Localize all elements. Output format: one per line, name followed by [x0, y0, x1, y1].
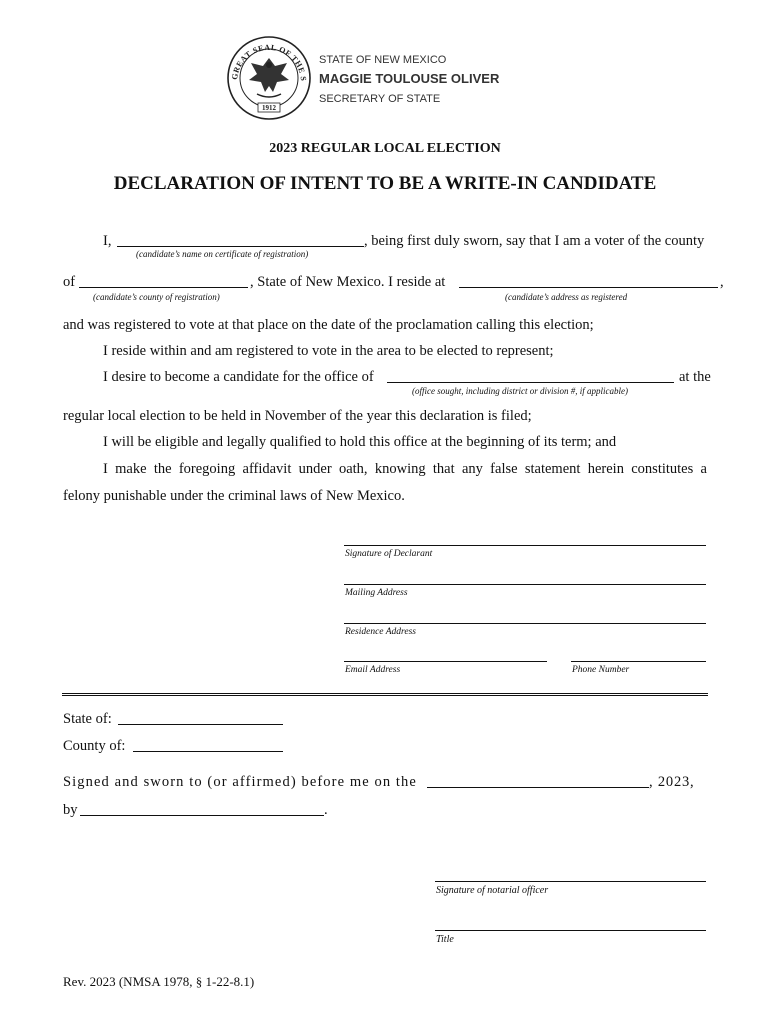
- state-seal: [227, 36, 311, 120]
- p6: regular local election to be held in November of the year this declaration is filed;: [63, 408, 532, 424]
- header-line-2: MAGGIE TOULOUSE OLIVER: [319, 71, 500, 86]
- county-line[interactable]: [79, 287, 248, 288]
- p2-mid: , State of New Mexico. I reside at: [250, 274, 446, 290]
- p3: and was registered to vote at that place on the date of the proclamation calling this election;: [63, 317, 594, 333]
- phone-line[interactable]: [571, 661, 706, 662]
- p8-line1: I make the foregoing affidavit under oath, knowing that any false statement herein constitutes a: [103, 461, 707, 477]
- header-line-3: SECRETARY OF STATE: [319, 93, 441, 105]
- state-line[interactable]: [118, 724, 283, 725]
- candidate-name-caption: (candidate’s name on certificate of registration): [136, 249, 309, 259]
- seal-text: GREAT SEAL OF THE S: [229, 42, 309, 82]
- p4: I reside within and am registered to vote in the area to be elected to represent;: [103, 343, 554, 359]
- office-caption: (office sought, including district or division #, if applicable): [412, 386, 628, 396]
- address-line[interactable]: [459, 287, 718, 288]
- notary-title-label: Title: [436, 934, 454, 945]
- seal-year: 1912: [262, 104, 276, 112]
- p5-end: at the: [679, 369, 711, 385]
- county-caption: (candidate’s county of registration): [93, 292, 220, 302]
- section-divider: [62, 693, 708, 696]
- state-label: State of:: [63, 711, 112, 727]
- by-line[interactable]: [80, 815, 324, 816]
- address-caption: (candidate’s address as registered: [505, 292, 628, 302]
- office-line[interactable]: [387, 382, 674, 383]
- notary-signature-line[interactable]: [435, 881, 706, 882]
- notary-signature-label: Signature of notarial officer: [436, 885, 549, 896]
- email-line[interactable]: [344, 661, 547, 662]
- notary-title-line[interactable]: [435, 930, 706, 931]
- residence-label: Residence Address: [345, 627, 416, 637]
- header-line-1: STATE OF NEW MEXICO: [319, 54, 447, 66]
- election-title: 2023 REGULAR LOCAL ELECTION: [269, 141, 501, 156]
- p1-end: , being first duly sworn, say that I am a voter of the county: [364, 233, 705, 249]
- sworn-year: , 2023,: [649, 774, 695, 790]
- p2-comma: ,: [720, 274, 724, 290]
- p1-start: I,: [103, 233, 112, 249]
- p7: I will be eligible and legally qualified to hold this office at the beginning of its term; and: [103, 434, 617, 450]
- p2-of: of: [63, 274, 76, 290]
- by-period: .: [324, 802, 328, 818]
- mailing-label: Mailing Address: [345, 588, 408, 598]
- residence-line[interactable]: [344, 623, 706, 624]
- mailing-line[interactable]: [344, 584, 706, 585]
- revision-footer: Rev. 2023 (NMSA 1978, § 1-22-8.1): [63, 974, 255, 989]
- county-notary-line[interactable]: [133, 751, 283, 752]
- signature-line[interactable]: [344, 545, 706, 546]
- phone-label: Phone Number: [572, 665, 630, 675]
- by-label: by: [63, 802, 78, 818]
- email-label: Email Address: [345, 665, 401, 675]
- signature-label: Signature of Declarant: [345, 549, 433, 559]
- form-title: DECLARATION OF INTENT TO BE A WRITE-IN CANDIDATE: [113, 173, 657, 194]
- sworn-date-line[interactable]: [427, 787, 649, 788]
- p5-start: I desire to become a candidate for the office of: [103, 369, 374, 385]
- p8-line2: felony punishable under the criminal laws of New Mexico.: [63, 488, 405, 504]
- county-label: County of:: [63, 738, 126, 754]
- sworn-text: Signed and sworn to (or affirmed) before me on the: [63, 774, 417, 790]
- candidate-name-line[interactable]: [117, 246, 364, 247]
